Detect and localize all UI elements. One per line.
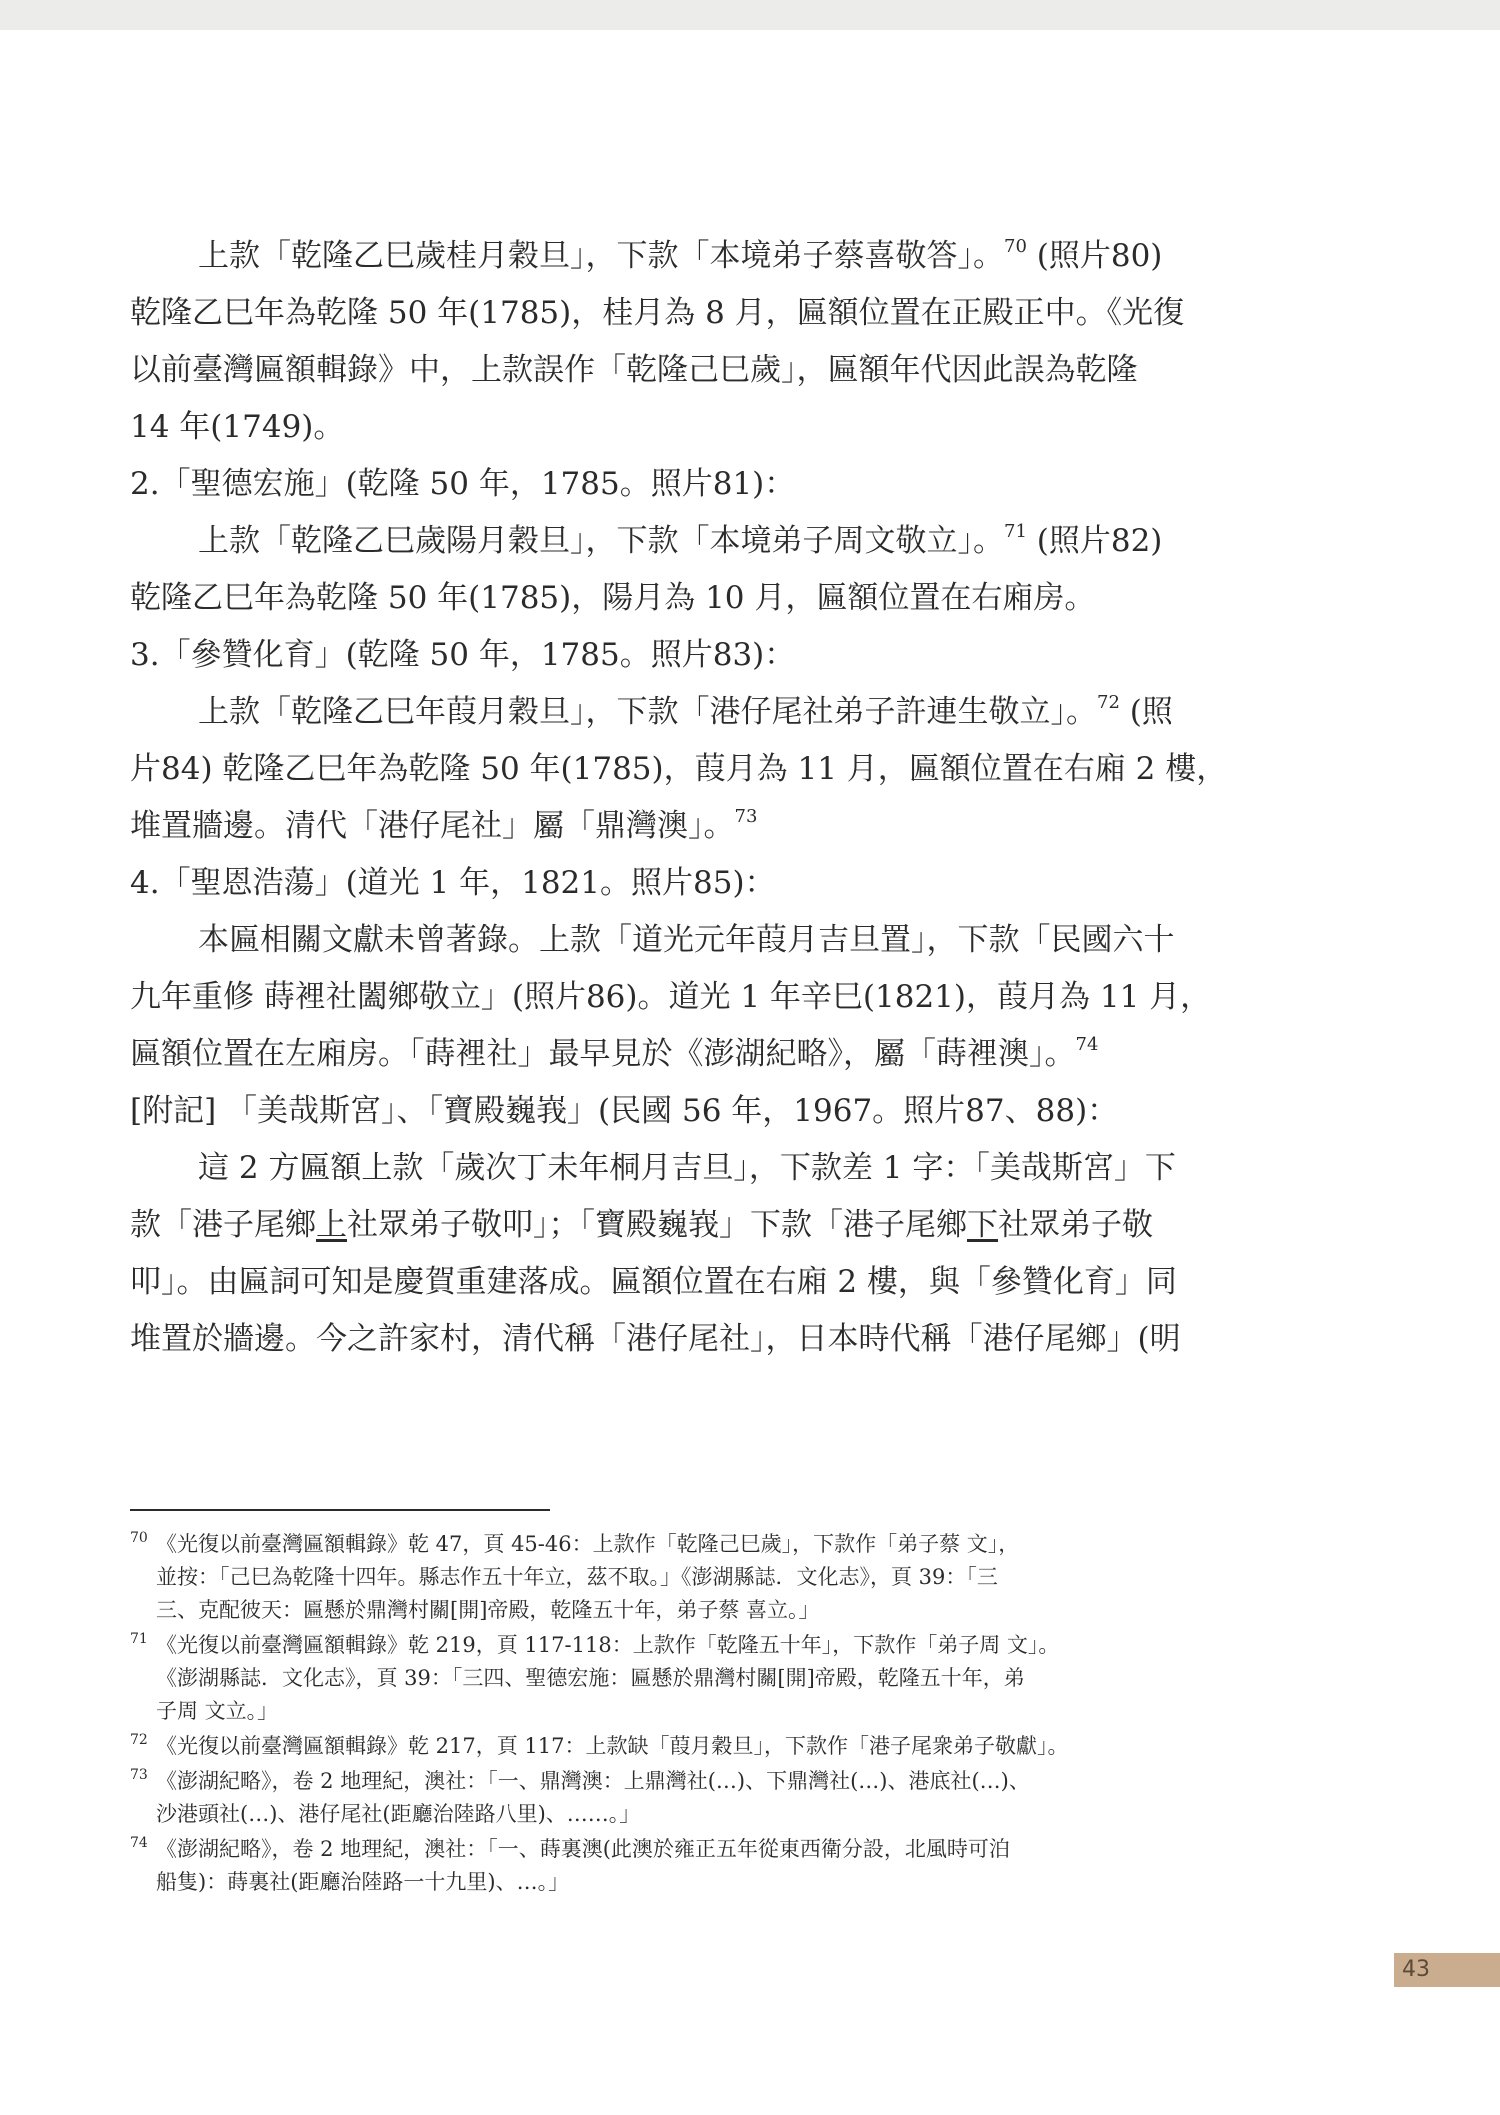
- footnote-number: 72: [130, 1732, 148, 1748]
- footnote-number: 74: [130, 1835, 148, 1851]
- footnote-line: 子周 文立。」: [156, 1699, 279, 1723]
- footnote-line: 《澎湖紀略》，卷 2 地理紀，澳社：「一、蒔裏澳(此澳於雍正五年從東西衛分設，北風時可泊: [156, 1837, 1010, 1861]
- paragraph-line: 以前臺灣匾額輯錄》中，上款誤作「乾隆己巳歲」，匾額年代因此誤為乾隆: [130, 352, 1138, 388]
- paragraph-line: 上款「乾隆乙巳歲陽月穀旦」，下款「本境弟子周文敬立」。$^{71}$ (照片82): [198, 521, 1163, 559]
- footnote-line: 《光復以前臺灣匾額輯錄》乾 47，頁 45-46：上款作「乾隆己巳歲」，下款作「弟子蔡 文」，: [156, 1532, 1020, 1556]
- main-text: [130, 228, 1245, 1368]
- footnote-line: 三、克配彼天：匾懸於鼎灣村關[開]帝殿，乾隆五十年，弟子蔡 喜立。」: [156, 1598, 820, 1622]
- paragraph-line: 叩」。由匾詞可知是慶賀重建落成。匾額位置在右廂 2 樓，與「參贊化育」同: [130, 1264, 1177, 1300]
- paragraph-line: 上款「乾隆乙巳歲桂月穀旦」，下款「本境弟子蔡喜敬答」。$^{70}$ (照片80): [198, 236, 1163, 274]
- footnotes: [130, 1528, 1255, 1901]
- paragraph-line: 這 2 方匾額上款「歲次丁未年桐月吉旦」，下款差 1 字：「美哉斯宮」下: [198, 1150, 1176, 1186]
- top-scan-band: [0, 0, 1500, 30]
- paragraph-line: 本匾相關文獻未曾著錄。上款「道光元年葭月吉旦置」，下款「民國六十: [198, 922, 1175, 958]
- footnote-line: 船隻)：蒔裏社(距廳治陸路一十九里)、…。」: [156, 1870, 570, 1894]
- section-heading-4: 4.「聖恩浩蕩」(道光 1 年，1821。照片85)：: [130, 865, 776, 901]
- paragraph-line: 乾隆乙巳年為乾隆 50 年(1785)，陽月為 10 月，匾額位置在右廂房。: [130, 580, 1096, 616]
- paragraph-line: 上款「乾隆乙巳年葭月穀旦」，下款「港仔尾社弟子許連生敬立」。$^{72}$ (照: [198, 692, 1173, 730]
- footnote-72: [130, 1730, 1255, 1763]
- paragraph-line: 九年重修 蒔裡社闔鄉敬立」(照片86)。道光 1 年辛巳(1821)，葭月為 11 月，: [130, 979, 1212, 1015]
- footnote-ref-73[interactable]: 73: [734, 806, 758, 827]
- paragraph-line: 匾額位置在左廂房。「蒔裡社」最早見於《澎湖紀略》，屬「蒔裡澳」。$^{74}$: [130, 1034, 1099, 1072]
- footnote-ref-72[interactable]: 72: [1097, 692, 1120, 713]
- footnote-ref-70[interactable]: 70: [1004, 236, 1027, 257]
- footnote-line: 《光復以前臺灣匾額輯錄》乾 217，頁 117：上款缺「葭月穀旦」，下款作「港子尾衆弟子敬獻」。: [156, 1734, 1069, 1758]
- footnote-73: [130, 1765, 1255, 1831]
- footnote-number: 71: [130, 1631, 148, 1647]
- footnote-ref-71[interactable]: 71: [1004, 521, 1027, 542]
- paragraph-line: 乾隆乙巳年為乾隆 50 年(1785)，桂月為 8 月，匾額位置在正殿正中。《光復: [130, 295, 1185, 331]
- section-heading-appendix: [附記] 「美哉斯宮」、「寶殿巍峩」(民國 56 年，1967。照片87、88)：: [130, 1093, 1119, 1129]
- footnote-divider: [130, 1509, 550, 1511]
- footnote-74: [130, 1833, 1255, 1899]
- footnote-line: 《光復以前臺灣匾額輯錄》乾 219，頁 117-118：上款作「乾隆五十年」，下款作「弟子周 文」。: [156, 1633, 1060, 1657]
- footnote-ref-74[interactable]: 74: [1075, 1034, 1099, 1055]
- section-heading-3: 3.「參贊化育」(乾隆 50 年，1785。照片83)：: [130, 637, 796, 673]
- underlined-char: 上: [316, 1207, 347, 1243]
- footnote-71: [130, 1629, 1255, 1728]
- underlined-char: 下: [967, 1207, 998, 1243]
- footnote-number: 73: [130, 1767, 148, 1783]
- paragraph-line: 款「港子尾鄉上社眾弟子敬叩」；「寶殿巍峩」下款「港子尾鄉下社眾弟子敬: [130, 1207, 1153, 1243]
- paragraph-line: 片84) 乾隆乙巳年為乾隆 50 年(1785)，葭月為 11 月，匾額位置在右廂 2 樓，: [130, 751, 1228, 787]
- paragraph-line: 堆置牆邊。清代「港仔尾社」屬「鼎灣澳」。$^{73}$: [130, 806, 758, 844]
- footnote-line: 《澎湖紀略》，卷 2 地理紀，澳社：「一、鼎灣澳：上鼎灣社(…)、下鼎灣社(…)、港底社(…)、: [156, 1769, 1030, 1793]
- footnote-70: [130, 1528, 1255, 1627]
- footnote-line: 《澎湖縣誌．文化志》，頁 39：「三四、聖德宏施：匾懸於鼎灣村關[開]帝殿，乾隆五十年，弟: [156, 1666, 1025, 1690]
- footnote-line: 並按：「己巳為乾隆十四年。縣志作五十年立，茲不取。」《澎湖縣誌．文化志》，頁 39：「三: [156, 1565, 998, 1589]
- footnote-number: 70: [130, 1530, 148, 1546]
- page-number: 43: [1394, 1953, 1500, 1987]
- paragraph-line: 14 年(1749)。: [130, 409, 345, 445]
- section-heading-2: 2.「聖德宏施」(乾隆 50 年，1785。照片81)：: [130, 466, 796, 502]
- footnote-line: 沙港頭社(…)、港仔尾社(距廳治陸路八里)、……。」: [156, 1802, 641, 1826]
- paragraph-line: 堆置於牆邊。今之許家村，清代稱「港仔尾社」，日本時代稱「港仔尾鄉」(明: [130, 1321, 1181, 1357]
